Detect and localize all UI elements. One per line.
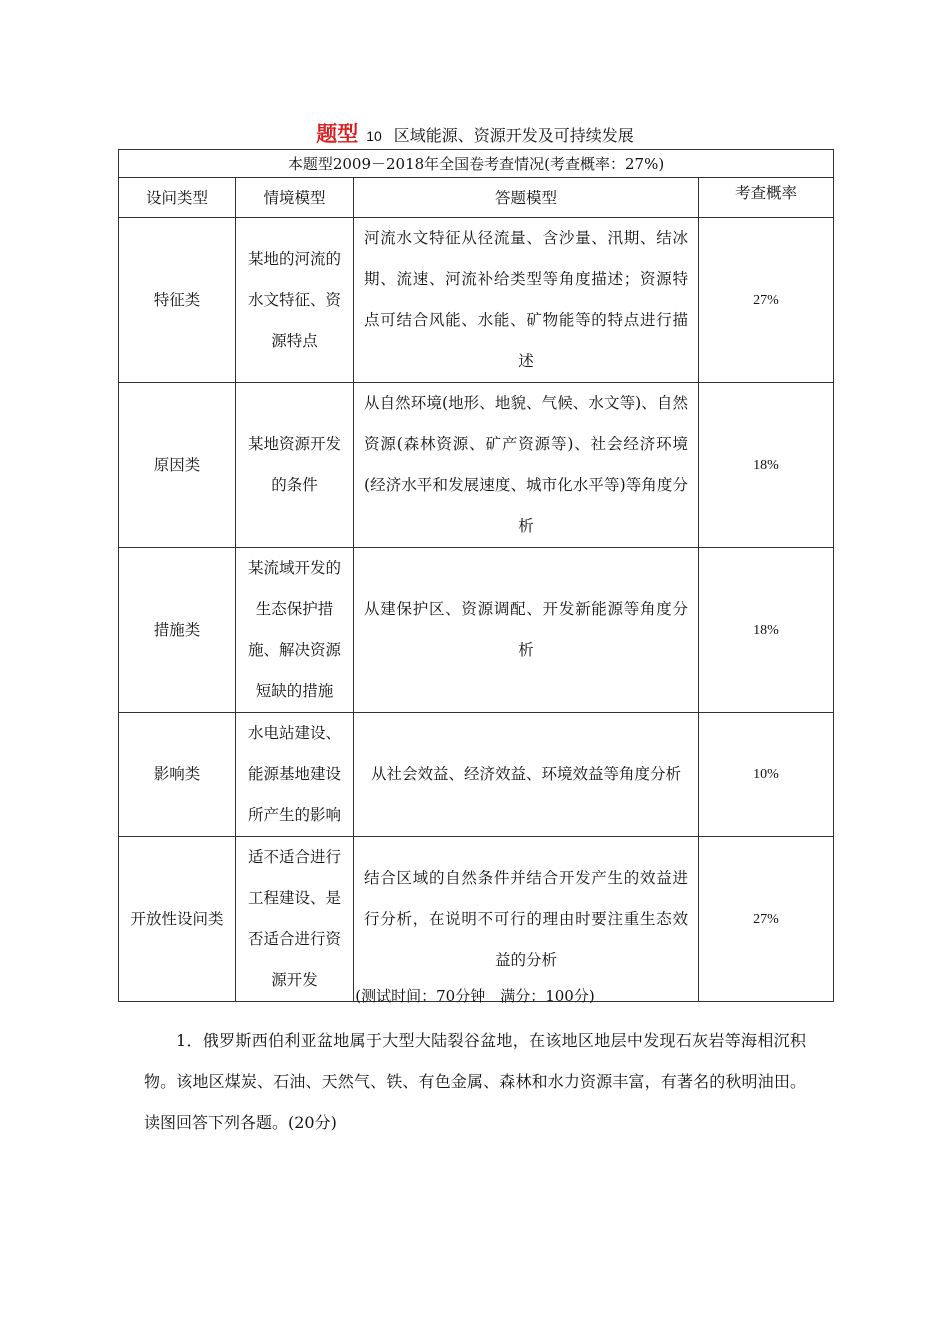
table-row — [119, 548, 834, 713]
cell-model: 从自然环境(地形、地貌、气候、水文等)、自然资源(森林资源、矿产资源等)、社会经济环境(经济水平和发展速度、城市化水平等)等角度分析 — [354, 383, 699, 548]
cell-context: 某地的河流的水文特征、资源特点 — [236, 218, 354, 383]
table-row — [119, 713, 834, 837]
cell-probability: 10% — [699, 713, 834, 837]
question-type-label: 题型 — [316, 121, 359, 146]
column-header-type: 设问类型 — [119, 178, 236, 218]
cell-model: 从社会效益、经济效益、环境效益等角度分析 — [354, 713, 699, 837]
column-header-probability: 考查概率 — [699, 178, 834, 218]
cell-probability: 18% — [699, 383, 834, 548]
question-1-text: 1．俄罗斯西伯利亚盆地属于大型大陆裂谷盆地，在该地区地层中发现石灰岩等海相沉积物。该地区煤炭、石油、天然气、铁、有色金属、森林和水力资源丰富，有著名的秋明油田。读图回答下列各题。(20分) — [144, 1031, 806, 1132]
column-header-context: 情境模型 — [236, 178, 354, 218]
cell-context: 某流域开发的生态保护措施、解决资源短缺的措施 — [236, 548, 354, 713]
cell-type: 影响类 — [119, 713, 236, 837]
cell-model: 河流水文特征从径流量、含沙量、汛期、结冰期、流速、河流补给类型等角度描述；资源特点可结合风能、水能、矿物能等的特点进行描述 — [354, 218, 699, 383]
cell-context: 水电站建设、能源基地建设所产生的影响 — [236, 713, 354, 837]
cell-type: 特征类 — [119, 218, 236, 383]
cell-model: 结合区域的自然条件并结合开发产生的效益进行分析，在说明不可行的理由时要注重生态效益的分析 — [354, 837, 699, 1002]
test-info: (测试时间：70分钟 满分：100分) — [355, 987, 595, 1005]
table-header-row — [119, 178, 834, 218]
cell-model: 从建保护区、资源调配、开发新能源等角度分析 — [354, 548, 699, 713]
table-caption-row — [119, 150, 834, 178]
cell-probability: 18% — [699, 548, 834, 713]
cell-type: 开放性设问类 — [119, 837, 236, 1002]
table-row — [119, 837, 834, 1002]
section-title — [0, 120, 950, 150]
cell-probability: 27% — [699, 837, 834, 1002]
question-type-topic: 区域能源、资源开发及可持续发展 — [393, 126, 634, 145]
cell-probability: 27% — [699, 218, 834, 383]
cell-type: 措施类 — [119, 548, 236, 713]
question-type-number: 10 — [366, 128, 382, 144]
table-row — [119, 383, 834, 548]
table-row — [119, 218, 834, 383]
column-header-model: 答题模型 — [354, 178, 699, 218]
exam-statistics-table — [118, 149, 834, 1002]
table-caption: 本题型2009－2018年全国卷考查情况(考查概率：27%) — [119, 150, 834, 178]
cell-type: 原因类 — [119, 383, 236, 548]
cell-context: 某地资源开发的条件 — [236, 383, 354, 548]
cell-context: 适不适合进行工程建设、是否适合进行资源开发 — [236, 837, 354, 1002]
